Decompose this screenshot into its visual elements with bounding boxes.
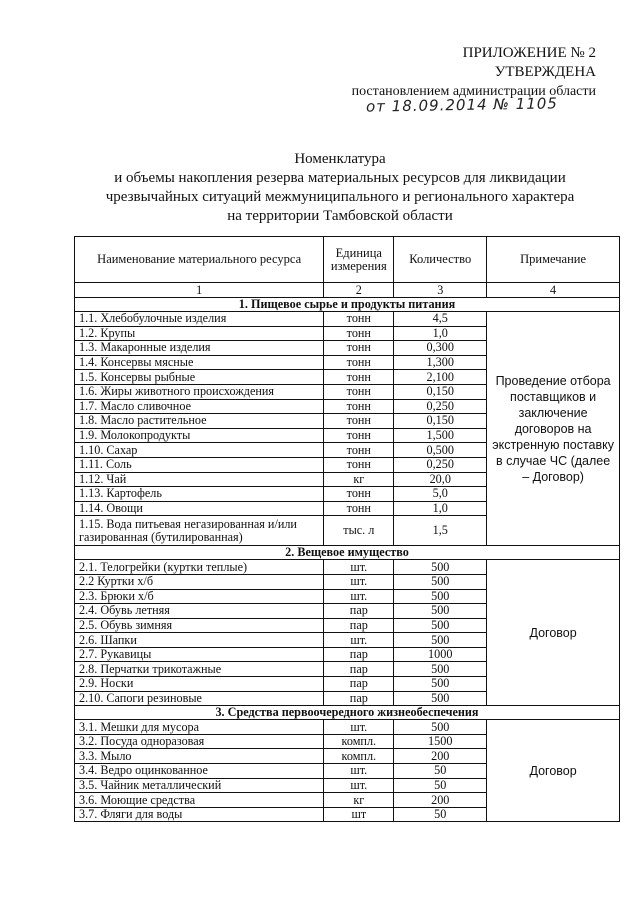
unit-cell: шт. bbox=[324, 633, 394, 648]
unit-cell: пар bbox=[324, 618, 394, 633]
handwritten-date-number: от 18.09.2014 № 1105 bbox=[365, 94, 559, 116]
quantity-cell: 20,0 bbox=[394, 472, 487, 487]
col-number: 1 bbox=[75, 283, 324, 298]
quantity-cell: 1000 bbox=[394, 647, 487, 662]
quantity-cell: 500 bbox=[394, 560, 487, 575]
resource-name: 2.10. Сапоги резиновые bbox=[75, 691, 324, 706]
quantity-cell: 500 bbox=[394, 574, 487, 589]
resource-name: 2.8. Перчатки трикотажные bbox=[75, 662, 324, 677]
unit-cell: шт. bbox=[324, 720, 394, 735]
unit-cell: тонн bbox=[324, 457, 394, 472]
resources-table bbox=[74, 236, 620, 822]
resource-name: 2.4. Обувь летняя bbox=[75, 604, 324, 619]
quantity-cell: 5,0 bbox=[394, 487, 487, 502]
section-title: 3. Средства первоочередного жизнеобеспечения bbox=[75, 706, 620, 720]
resource-name: 3.3. Мыло bbox=[75, 749, 324, 764]
resource-name: 1.15. Вода питьевая негазированная и/или газированная (бутилированная) bbox=[75, 516, 324, 546]
unit-cell: пар bbox=[324, 677, 394, 692]
resource-name: 1.4. Консервы мясные bbox=[75, 355, 324, 370]
quantity-cell: 200 bbox=[394, 793, 487, 808]
quantity-cell: 200 bbox=[394, 749, 487, 764]
resource-name: 3.6. Моющие средства bbox=[75, 793, 324, 808]
quantity-cell: 0,150 bbox=[394, 384, 487, 399]
table-row bbox=[75, 560, 620, 575]
unit-cell: тонн bbox=[324, 428, 394, 443]
section-row bbox=[75, 298, 620, 312]
header-note: Примечание bbox=[487, 237, 620, 283]
resource-name: 1.14. Овощи bbox=[75, 501, 324, 516]
resource-name: 1.12. Чай bbox=[75, 472, 324, 487]
quantity-cell: 500 bbox=[394, 618, 487, 633]
quantity-cell: 500 bbox=[394, 633, 487, 648]
resource-name: 1.13. Картофель bbox=[75, 487, 324, 502]
resource-name: 2.9. Носки bbox=[75, 677, 324, 692]
resource-name: 2.1. Телогрейки (куртки теплые) bbox=[75, 560, 324, 575]
quantity-cell: 500 bbox=[394, 604, 487, 619]
resource-name: 1.3. Макаронные изделия bbox=[75, 341, 324, 356]
appendix-header bbox=[352, 44, 596, 101]
unit-cell: тонн bbox=[324, 414, 394, 429]
resource-name: 3.5. Чайник металлический bbox=[75, 778, 324, 793]
table-row bbox=[75, 720, 620, 735]
quantity-cell: 1,5 bbox=[394, 516, 487, 546]
quantity-cell: 1,0 bbox=[394, 501, 487, 516]
decree-line: постановлением администрации области bbox=[351, 84, 596, 99]
unit-cell: тонн bbox=[324, 487, 394, 502]
quantity-cell: 0,250 bbox=[394, 457, 487, 472]
unit-cell: шт. bbox=[324, 560, 394, 575]
unit-cell: пар bbox=[324, 604, 394, 619]
unit-cell: шт bbox=[324, 807, 394, 822]
table-header-row bbox=[75, 237, 620, 283]
appendix-number: ПРИЛОЖЕНИЕ № 2 bbox=[462, 45, 596, 61]
title-line: чрезвычайных ситуаций межмуниципального и регионального характера bbox=[105, 189, 575, 205]
resource-name: 1.9. Молокопродукты bbox=[75, 428, 324, 443]
resource-name: 1.6. Жиры животного происхождения bbox=[75, 384, 324, 399]
section-title: 2. Вещевое имущество bbox=[75, 546, 620, 560]
quantity-cell: 2,100 bbox=[394, 370, 487, 385]
unit-cell: тонн bbox=[324, 355, 394, 370]
resource-name: 3.1. Мешки для мусора bbox=[75, 720, 324, 735]
quantity-cell: 0,300 bbox=[394, 341, 487, 356]
unit-cell: тонн bbox=[324, 399, 394, 414]
quantity-cell: 4,5 bbox=[394, 312, 487, 327]
resource-name: 3.7. Фляги для воды bbox=[75, 807, 324, 822]
unit-cell: шт. bbox=[324, 574, 394, 589]
resource-name: 1.8. Масло растительное bbox=[75, 414, 324, 429]
quantity-cell: 0,150 bbox=[394, 414, 487, 429]
unit-cell: тонн bbox=[324, 312, 394, 327]
document-title bbox=[60, 150, 620, 226]
quantity-cell: 500 bbox=[394, 662, 487, 677]
note-cell: Договор bbox=[487, 720, 620, 822]
header-quantity: Количество bbox=[394, 237, 487, 283]
title-line: Номенклатура bbox=[294, 151, 386, 167]
unit-cell: шт. bbox=[324, 764, 394, 779]
unit-cell: пар bbox=[324, 662, 394, 677]
col-number: 3 bbox=[394, 283, 487, 298]
section-row bbox=[75, 706, 620, 720]
unit-cell: кг bbox=[324, 472, 394, 487]
quantity-cell: 50 bbox=[394, 764, 487, 779]
unit-cell: компл. bbox=[324, 734, 394, 749]
header-name: Наименование материального ресурса bbox=[75, 237, 324, 283]
quantity-cell: 1,500 bbox=[394, 428, 487, 443]
unit-cell: тонн bbox=[324, 501, 394, 516]
column-number-row bbox=[75, 283, 620, 298]
header-unit: Единица измерения bbox=[324, 237, 394, 283]
quantity-cell: 1,0 bbox=[394, 326, 487, 341]
unit-cell: шт. bbox=[324, 778, 394, 793]
quantity-cell: 1500 bbox=[394, 734, 487, 749]
col-number: 4 bbox=[487, 283, 620, 298]
quantity-cell: 500 bbox=[394, 720, 487, 735]
quantity-cell: 50 bbox=[394, 778, 487, 793]
resource-name: 1.10. Сахар bbox=[75, 443, 324, 458]
resource-name: 2.5. Обувь зимняя bbox=[75, 618, 324, 633]
note-cell: Проведение отбора поставщиков и заключение договоров на экстренную поставку в случае ЧС (далее – Договор) bbox=[487, 312, 620, 546]
table-row bbox=[75, 312, 620, 327]
resource-name: 1.2. Крупы bbox=[75, 326, 324, 341]
unit-cell: тонн bbox=[324, 370, 394, 385]
quantity-cell: 500 bbox=[394, 677, 487, 692]
resource-name: 2.7. Рукавицы bbox=[75, 647, 324, 662]
section-row bbox=[75, 546, 620, 560]
resource-name: 2.6. Шапки bbox=[75, 633, 324, 648]
resource-name: 3.4. Ведро оцинкованное bbox=[75, 764, 324, 779]
section-title: 1. Пищевое сырье и продукты питания bbox=[75, 298, 620, 312]
approved-label: УТВЕРЖДЕНА bbox=[494, 64, 596, 80]
unit-cell: тонн bbox=[324, 326, 394, 341]
unit-cell: шт. bbox=[324, 589, 394, 604]
resource-name: 1.5. Консервы рыбные bbox=[75, 370, 324, 385]
resource-name: 1.11. Соль bbox=[75, 457, 324, 472]
title-line: на территории Тамбовской области bbox=[227, 208, 453, 224]
quantity-cell: 1,300 bbox=[394, 355, 487, 370]
quantity-cell: 0,500 bbox=[394, 443, 487, 458]
quantity-cell: 50 bbox=[394, 807, 487, 822]
quantity-cell: 500 bbox=[394, 589, 487, 604]
note-cell: Договор bbox=[487, 560, 620, 706]
quantity-cell: 500 bbox=[394, 691, 487, 706]
unit-cell: тыс. л bbox=[324, 516, 394, 546]
unit-cell: тонн bbox=[324, 341, 394, 356]
unit-cell: пар bbox=[324, 691, 394, 706]
resource-name: 2.3. Брюки х/б bbox=[75, 589, 324, 604]
col-number: 2 bbox=[324, 283, 394, 298]
unit-cell: кг bbox=[324, 793, 394, 808]
title-line: и объемы накопления резерва материальных ресурсов для ликвидации bbox=[114, 170, 566, 186]
resource-name: 1.1. Хлебобулочные изделия bbox=[75, 312, 324, 327]
unit-cell: пар bbox=[324, 647, 394, 662]
unit-cell: тонн bbox=[324, 443, 394, 458]
resource-name: 2.2 Куртки х/б bbox=[75, 574, 324, 589]
unit-cell: тонн bbox=[324, 384, 394, 399]
unit-cell: компл. bbox=[324, 749, 394, 764]
resource-name: 3.2. Посуда одноразовая bbox=[75, 734, 324, 749]
resource-name: 1.7. Масло сливочное bbox=[75, 399, 324, 414]
quantity-cell: 0,250 bbox=[394, 399, 487, 414]
